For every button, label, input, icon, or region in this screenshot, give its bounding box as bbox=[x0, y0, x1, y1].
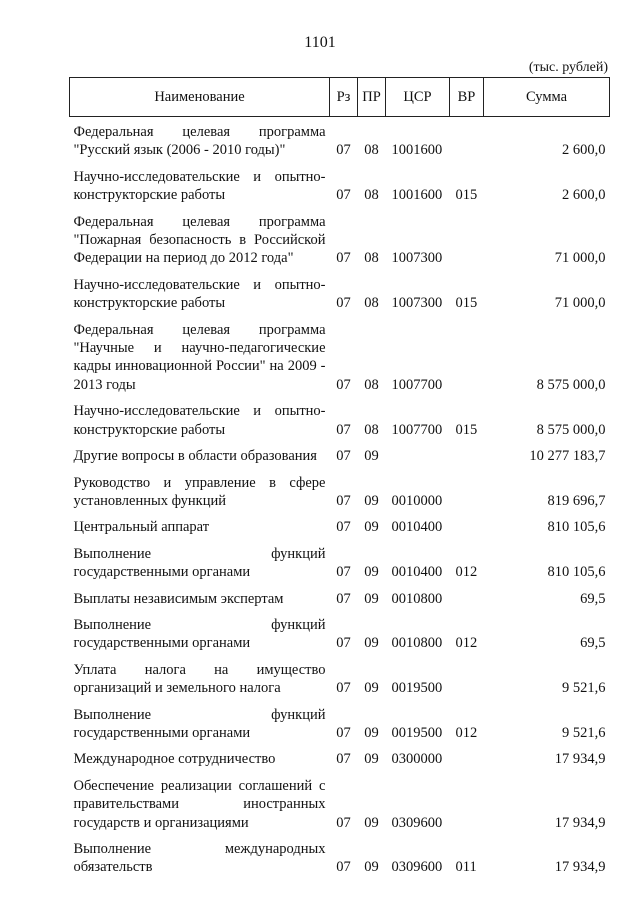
row-sum: 8 575 000,0 bbox=[536, 421, 606, 438]
row-pr: 09 bbox=[364, 724, 379, 741]
row-name: Выполнение функций государственными органами bbox=[73, 545, 326, 581]
row-pr: 09 bbox=[364, 859, 379, 876]
row-sum: 71 000,0 bbox=[554, 250, 606, 267]
row-rz: 07 bbox=[336, 250, 351, 267]
row-vr: 011 bbox=[455, 859, 477, 876]
row-csr: 0019500 bbox=[391, 680, 443, 697]
row-csr: 1001600 bbox=[391, 142, 443, 159]
row-name: Федеральная целевая программа "Пожарная безопасность в Российской Федерации на период до 2012 года" bbox=[73, 213, 326, 267]
row-sum: 8 575 000,0 bbox=[536, 376, 606, 393]
row-csr: 0300000 bbox=[391, 751, 443, 768]
row-name: Другие вопросы в области образования bbox=[73, 448, 317, 465]
table-row bbox=[70, 771, 610, 834]
row-sum: 819 696,7 bbox=[547, 492, 606, 509]
row-sum: 9 521,6 bbox=[562, 724, 606, 741]
table-row bbox=[70, 700, 610, 745]
row-rz: 07 bbox=[336, 859, 351, 876]
row-csr bbox=[386, 441, 450, 467]
row-vr: 015 bbox=[455, 295, 478, 312]
table-row bbox=[70, 655, 610, 700]
page-number: 1101 bbox=[304, 34, 336, 51]
table-row bbox=[70, 207, 610, 270]
row-vr bbox=[450, 117, 484, 162]
table-row bbox=[70, 441, 610, 467]
row-sum: 17 934,9 bbox=[554, 814, 606, 831]
header-csr: ЦСР bbox=[386, 78, 450, 117]
row-pr: 08 bbox=[364, 295, 379, 312]
row-vr bbox=[450, 441, 484, 467]
row-rz: 07 bbox=[336, 421, 351, 438]
units-label: (тыс. рублей) bbox=[528, 60, 608, 75]
row-rz: 07 bbox=[336, 376, 351, 393]
row-name: Выполнение международных обязательств bbox=[73, 841, 326, 876]
row-csr: 1007300 bbox=[391, 295, 443, 312]
row-vr bbox=[450, 744, 484, 770]
row-vr bbox=[450, 655, 484, 700]
table-row bbox=[70, 468, 610, 513]
row-sum: 810 105,6 bbox=[547, 519, 606, 536]
table-row bbox=[70, 315, 610, 397]
row-name: Международное сотрудничество bbox=[73, 751, 276, 768]
row-sum: 2 600,0 bbox=[562, 142, 606, 159]
row-rz: 07 bbox=[336, 814, 351, 831]
row-name: Уплата налога на имущество организаций и земельного налога bbox=[73, 661, 326, 697]
row-pr: 09 bbox=[364, 680, 379, 697]
row-pr: 08 bbox=[364, 187, 379, 204]
row-vr bbox=[450, 315, 484, 397]
row-vr: 012 bbox=[455, 635, 478, 652]
table-header-row bbox=[70, 78, 610, 117]
row-pr: 09 bbox=[364, 564, 379, 581]
row-vr bbox=[450, 207, 484, 270]
row-pr: 09 bbox=[364, 590, 379, 607]
row-csr: 0309600 bbox=[391, 814, 443, 831]
row-csr: 0010000 bbox=[391, 492, 443, 509]
row-name: Выполнение функций государственными органами bbox=[73, 706, 326, 741]
table-row bbox=[70, 744, 610, 770]
row-name: Научно-исследовательские и опытно-конструкторские работы bbox=[73, 403, 326, 438]
row-rz: 07 bbox=[336, 751, 351, 768]
row-rz: 07 bbox=[336, 295, 351, 312]
row-vr bbox=[450, 771, 484, 834]
row-name: Федеральная целевая программа "Научные и научно-педагогические кадры инновационной России" на 2009 - 2013 годы bbox=[73, 321, 326, 393]
table-row bbox=[70, 584, 610, 610]
row-pr: 08 bbox=[364, 376, 379, 393]
row-pr: 08 bbox=[364, 421, 379, 438]
row-rz: 07 bbox=[336, 519, 351, 536]
header-rz: Рз bbox=[330, 78, 358, 117]
row-pr: 09 bbox=[364, 492, 379, 509]
row-sum: 810 105,6 bbox=[547, 564, 606, 581]
row-csr: 1007700 bbox=[391, 421, 443, 438]
row-csr: 0010800 bbox=[391, 590, 443, 607]
row-vr: 012 bbox=[455, 724, 478, 741]
row-vr: 015 bbox=[455, 187, 478, 204]
row-sum: 2 600,0 bbox=[562, 187, 606, 204]
row-sum: 17 934,9 bbox=[554, 751, 606, 768]
row-sum: 10 277 183,7 bbox=[529, 448, 606, 465]
row-name: Научно-исследовательские и опытно-конструкторские работы bbox=[73, 168, 326, 204]
budget-table bbox=[69, 77, 610, 879]
row-name: Центральный аппарат bbox=[73, 519, 210, 536]
row-name: Руководство и управление в сфере установленных функций bbox=[73, 474, 326, 509]
row-csr: 0019500 bbox=[391, 724, 443, 741]
row-pr: 08 bbox=[364, 142, 379, 159]
table-row bbox=[70, 117, 610, 162]
table-row bbox=[70, 512, 610, 538]
header-sum: Сумма bbox=[484, 78, 610, 117]
row-sum: 9 521,6 bbox=[562, 680, 606, 697]
row-vr bbox=[450, 584, 484, 610]
row-pr: 09 bbox=[364, 751, 379, 768]
row-rz: 07 bbox=[336, 142, 351, 159]
row-pr: 09 bbox=[364, 814, 379, 831]
row-sum: 69,5 bbox=[580, 635, 606, 652]
row-name: Обеспечение реализации соглашений с правительствами иностранных государств и организациями bbox=[73, 777, 326, 831]
row-pr: 09 bbox=[364, 635, 379, 652]
table-row bbox=[70, 162, 610, 207]
row-vr bbox=[450, 468, 484, 513]
row-name: Федеральная целевая программа "Русский язык (2006 - 2010 годы)" bbox=[73, 124, 326, 159]
row-rz: 07 bbox=[336, 635, 351, 652]
row-csr: 1001600 bbox=[391, 187, 443, 204]
row-rz: 07 bbox=[336, 448, 351, 465]
header-vr: ВР bbox=[450, 78, 484, 117]
row-csr: 1007700 bbox=[391, 376, 443, 393]
row-rz: 07 bbox=[336, 492, 351, 509]
row-rz: 07 bbox=[336, 187, 351, 204]
row-rz: 07 bbox=[336, 680, 351, 697]
row-rz: 07 bbox=[336, 724, 351, 741]
row-rz: 07 bbox=[336, 564, 351, 581]
row-csr: 1007300 bbox=[391, 250, 443, 267]
row-name: Выполнение функций государственными органами bbox=[73, 616, 326, 652]
row-vr: 012 bbox=[455, 564, 478, 581]
row-csr: 0010400 bbox=[391, 519, 443, 536]
row-vr: 015 bbox=[455, 421, 478, 438]
row-sum: 69,5 bbox=[580, 590, 606, 607]
table-row bbox=[70, 610, 610, 655]
row-pr: 08 bbox=[364, 250, 379, 267]
row-pr: 09 bbox=[364, 448, 379, 465]
row-vr bbox=[450, 512, 484, 538]
row-rz: 07 bbox=[336, 590, 351, 607]
table-body bbox=[70, 117, 610, 879]
header-name: Наименование bbox=[70, 78, 330, 117]
row-name: Выплаты независимым экспертам bbox=[73, 590, 284, 607]
row-csr: 0010400 bbox=[391, 564, 443, 581]
table-row bbox=[70, 539, 610, 584]
table-row bbox=[70, 270, 610, 315]
row-csr: 0309600 bbox=[391, 859, 443, 876]
row-csr: 0010800 bbox=[391, 635, 443, 652]
header-pr: ПР bbox=[358, 78, 386, 117]
table-row bbox=[70, 834, 610, 879]
table-row bbox=[70, 396, 610, 441]
row-sum: 17 934,9 bbox=[554, 859, 606, 876]
row-pr: 09 bbox=[364, 519, 379, 536]
row-sum: 71 000,0 bbox=[554, 295, 606, 312]
row-name: Научно-исследовательские и опытно-конструкторские работы bbox=[73, 276, 326, 312]
